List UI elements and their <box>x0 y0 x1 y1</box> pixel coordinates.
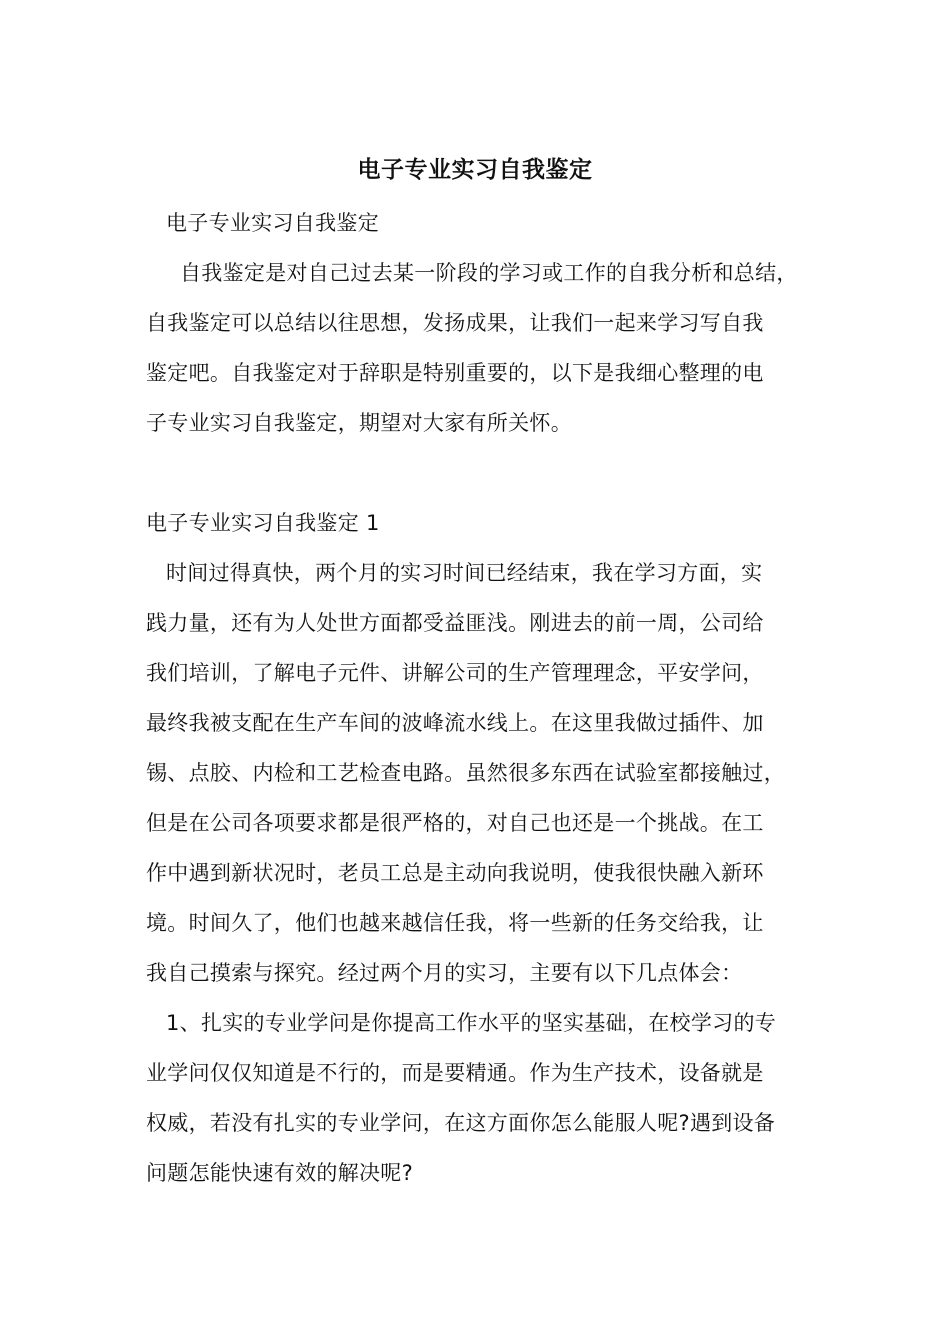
body-line: 但是在公司各项要求都是很严格的，对自己也还是一个挑战。在工 <box>146 811 764 835</box>
body-line: 作中遇到新状况时，老员工总是主动向我说明，使我很快融入新环 <box>146 861 764 885</box>
body-line: 践力量，还有为人处世方面都受益匪浅。刚进去的前一周，公司给 <box>146 611 764 635</box>
point-line: 问题怎能快速有效的解决呢? <box>146 1161 414 1185</box>
body-line: 时间过得真快，两个月的实习时间已经结束，我在学习方面，实 <box>166 561 763 585</box>
intro-line: 自我鉴定可以总结以往思想，发扬成果，让我们一起来学习写自我 <box>146 311 764 335</box>
body-line: 我们培训，了解电子元件、讲解公司的生产管理理念，平安学问， <box>146 661 764 685</box>
body-line: 我自己摸索与探究。经过两个月的实习，主要有以下几点体会： <box>146 961 743 985</box>
document-title: 电子专业实习自我鉴定 <box>357 157 593 183</box>
body-line: 境。时间久了，他们也越来越信任我，将一些新的任务交给我，让 <box>146 911 764 935</box>
body-line: 锡、点胶、内检和工艺检查电路。虽然很多东西在试验室都接触过， <box>146 761 785 785</box>
intro-line: 鉴定吧。自我鉴定对于辞职是特别重要的，以下是我细心整理的电 <box>146 361 764 385</box>
section-heading: 电子专业实习自我鉴定 1 <box>146 511 380 535</box>
intro-line: 子专业实习自我鉴定，期望对大家有所关怀。 <box>146 411 572 435</box>
document-subtitle: 电子专业实习自我鉴定 <box>166 211 379 235</box>
intro-line: 自我鉴定是对自己过去某一阶段的学习或工作的自我分析和总结， <box>180 261 798 285</box>
point-line: 1、扎实的专业学问是你提高工作水平的坚实基础，在校学习的专 <box>166 1011 777 1035</box>
body-line: 最终我被支配在生产车间的波峰流水线上。在这里我做过插件、加 <box>146 711 764 735</box>
point-line: 业学问仅仅知道是不行的，而是要精通。作为生产技术，设备就是 <box>146 1061 764 1085</box>
point-line: 权威，若没有扎实的专业学问，在这方面你怎么能服人呢?遇到设备 <box>146 1111 776 1135</box>
